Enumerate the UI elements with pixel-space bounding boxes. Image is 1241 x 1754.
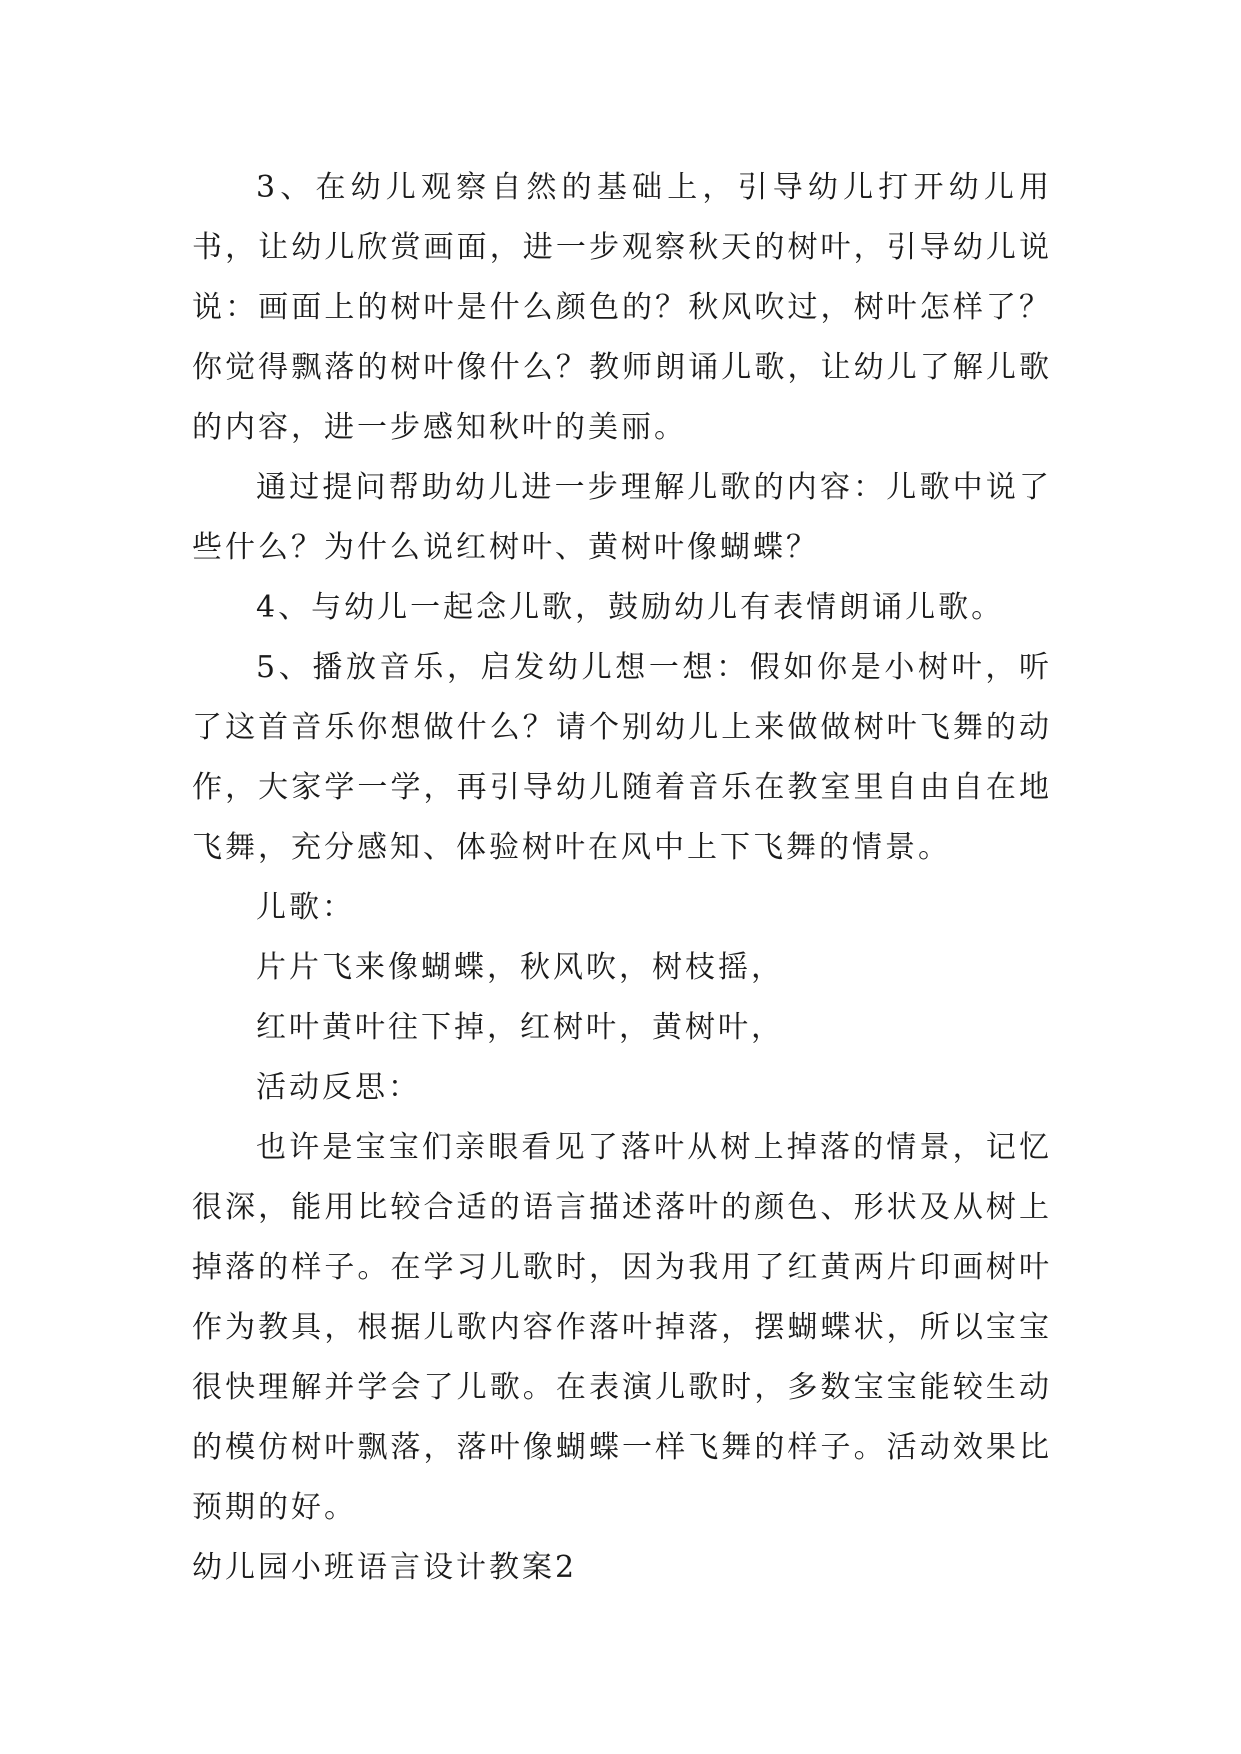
nursery-rhyme-label: 儿歌： bbox=[256, 890, 355, 925]
section-heading: 幼儿园小班语言设计教案2 bbox=[192, 1550, 578, 1585]
reflection-paragraph: 也许是宝宝们亲眼看见了落叶从树上掉落的情景，记忆很深，能用比较合适的语言描述落叶的颜色、形状及从树上掉落的样子。在学习儿歌时，因为我用了红黄两片印画树叶作为教具，根据儿歌内容作落叶掉落，摆蝴蝶状，所以宝宝很快理解并学会了儿歌。在表演儿歌时，多数宝宝能较生动的模仿树叶飘落，落叶像蝴蝶一样飞舞的样子。活动效果比预期的好。 bbox=[192, 1130, 1052, 1525]
paragraph-step-5: 5、播放音乐，启发幼儿想一想：假如你是小树叶，听了这首音乐你想做什么？请个别幼儿上来做做树叶飞舞的动作，大家学一学，再引导幼儿随着音乐在教室里自由自在地飞舞，充分感知、体验树叶在风中上下飞舞的情景。 bbox=[192, 650, 1052, 865]
nursery-rhyme-line-2: 红叶黄叶往下掉，红树叶，黄树叶， bbox=[256, 1010, 784, 1045]
document-body bbox=[192, 158, 1052, 1598]
reflection-label: 活动反思： bbox=[256, 1070, 421, 1105]
paragraph-questions: 通过提问帮助幼儿进一步理解儿歌的内容：儿歌中说了些什么？为什么说红树叶、黄树叶像蝴蝶？ bbox=[192, 470, 1052, 565]
paragraph-step-4: 4、与幼儿一起念儿歌，鼓励幼儿有表情朗诵儿歌。 bbox=[256, 590, 1005, 625]
paragraph-step-3: 3、在幼儿观察自然的基础上，引导幼儿打开幼儿用书，让幼儿欣赏画面，进一步观察秋天的树叶，引导幼儿说说：画面上的树叶是什么颜色的？秋风吹过，树叶怎样了？你觉得飘落的树叶像什么？教师朗诵儿歌，让幼儿了解儿歌的内容，进一步感知秋叶的美丽。 bbox=[192, 170, 1052, 445]
nursery-rhyme-line-1: 片片飞来像蝴蝶，秋风吹，树枝摇， bbox=[256, 950, 784, 985]
